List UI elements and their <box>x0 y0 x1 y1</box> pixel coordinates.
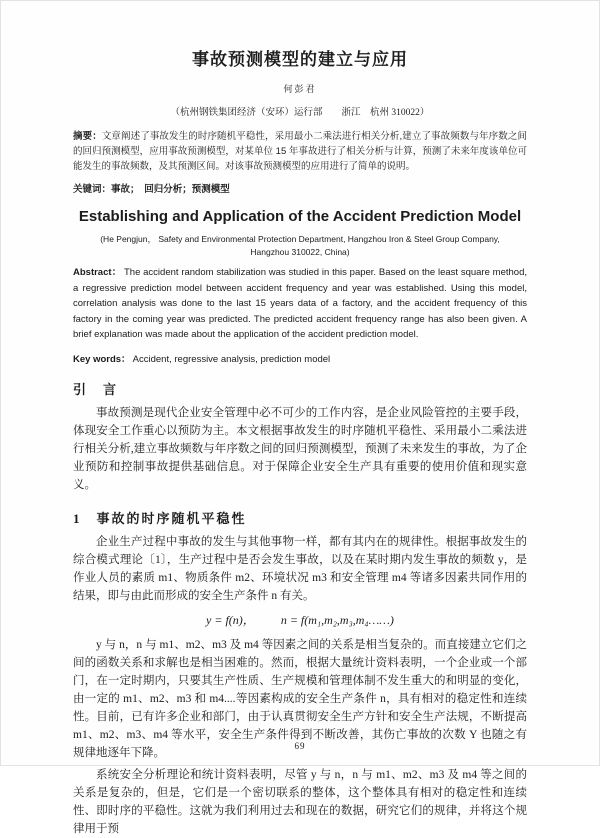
abstract-en <box>73 265 527 343</box>
paper-title-cn: 事故预测模型的建立与应用 <box>192 50 408 69</box>
formula-left: y = f(n)， <box>206 612 255 627</box>
intro-heading: 引 言 <box>73 381 119 397</box>
keywords-label-cn: 关键词： <box>73 184 112 195</box>
formula <box>73 611 527 628</box>
intro-paragraph: 事故预测是现代企业安全管理中必不可少的工作内容，是企业风险管控的主要手段，体现安全工作重心以预防为主。本文根据事故发生的时序随机平稳性、采用最小二乘法进行相关分析,建立事故频数与年序数之间的回归预测模型，预测了未来发生的事故，为了企业预防和控制事故提供基础信息。对于保障企业安全生产具有重要的使用价值和现实意义。 <box>73 406 527 491</box>
keywords-text-en: Accident, regressive analysis, prediction model <box>132 353 331 365</box>
affiliation-cn: （杭州钢铁集团经济（安环）运行部 浙江 杭州 310022） <box>170 108 430 118</box>
abstract-text-cn: 文章阐述了事故发生的时序随机平稳性，采用最小二乘法进行相关分析,建立了事故频数与年序数之间的回归预测模型，应用事故预测模型，对某单位 15 年事故进行了相关分析与计算，预测了未来年度该单位可能发生的事故频数，及其预测区间。对该事故预测模型的应用进行了简单的说明。 <box>73 131 527 172</box>
page-number: 69 <box>294 741 306 751</box>
section1-paragraph-2: y 与 n，n 与 m1、m2、m3 及 m4 等因素之间的关系是相当复杂的。而直接建立它们之间的函数关系和求解也是相当困难的。然而，根据大量统计资料表明，一个企业或一个部门，在一定时期内，只要其生产性质、生产规模和管理体制不发生重大的和明显的变化，由一定的 m1、m2、m3 和 m4....等因素构成的安全生产条件 n，具有相对的稳定性和连续性。目前，已有许多企业和部门，由于认真贯彻安全生产方针和安全生产法规，不断提高 m1、m2、m3、m4 等水平，安全生产条件得到不断改善，其伤亡事故的次数 Y 也随之有规律地逐年下降。 <box>73 638 527 759</box>
affiliation-en-line2: Hangzhou 310022, China) <box>250 246 350 257</box>
abstract-text-en: The accident random stabilization was studied in this paper. Based on the least square method, a regressive prediction model between accident frequency and year was established. Using this model, correlation analysis was done to the last 15 years data of a factory, and the accident frequency of this factory in the coming year was predicted. The predicted accident frequency range has also been given. A brief explanation was made about the application of the accident prediction model. <box>73 267 527 340</box>
keywords-text-cn: 事故； 回归分析；预测模型 <box>111 184 230 195</box>
abstract-label-en: Abstract： <box>73 267 122 278</box>
author-name: 何彭君 <box>283 84 317 94</box>
formula-right: n = f(m₁,m₂,m₃,m₄……) <box>280 612 394 627</box>
section1-heading: 1 事故的时序随机平稳性 <box>73 510 247 526</box>
section1-paragraph-3: 系统安全分析理论和统计资料表明，尽管 y 与 n，n 与 m1、m2、m3 及 m4 等之间的关系是复杂的，但是，它们是一个密切联系的整体，这个整体具有相对的稳定性和连续性、即时序的平稳性。这就为我们利用过去和现在的数据，研究它们的规律，并将这个规律用于预 <box>73 768 527 835</box>
affiliation-en-line1: (He Pengjun， Safety and Environmental Protection Department, Hangzhou Iron & Steel Group Company, <box>100 234 500 244</box>
abstract-cn <box>73 129 527 174</box>
section1-paragraph-1: 企业生产过程中事故的发生与其他事物一样，都有其内在的规律性。根据事故发生的综合模式理论〔1〕，生产过程中是否会发生事故，以及在某时期内发生事故的频数 y，是作业人员的素质 m1、物质条件 m2、环境状况 m3 和安全管理 m4 等诸多因素共同作用的结果，即与由此而形成的安全生产条件 n 有关。 <box>73 535 527 602</box>
keywords-cn <box>73 181 527 195</box>
keywords-label-en: Key words： <box>73 353 131 365</box>
paper-title-en: Establishing and Application of the Accident Prediction Model <box>78 208 522 225</box>
abstract-label-cn: 摘要： <box>73 131 102 142</box>
keywords-en <box>73 351 527 365</box>
